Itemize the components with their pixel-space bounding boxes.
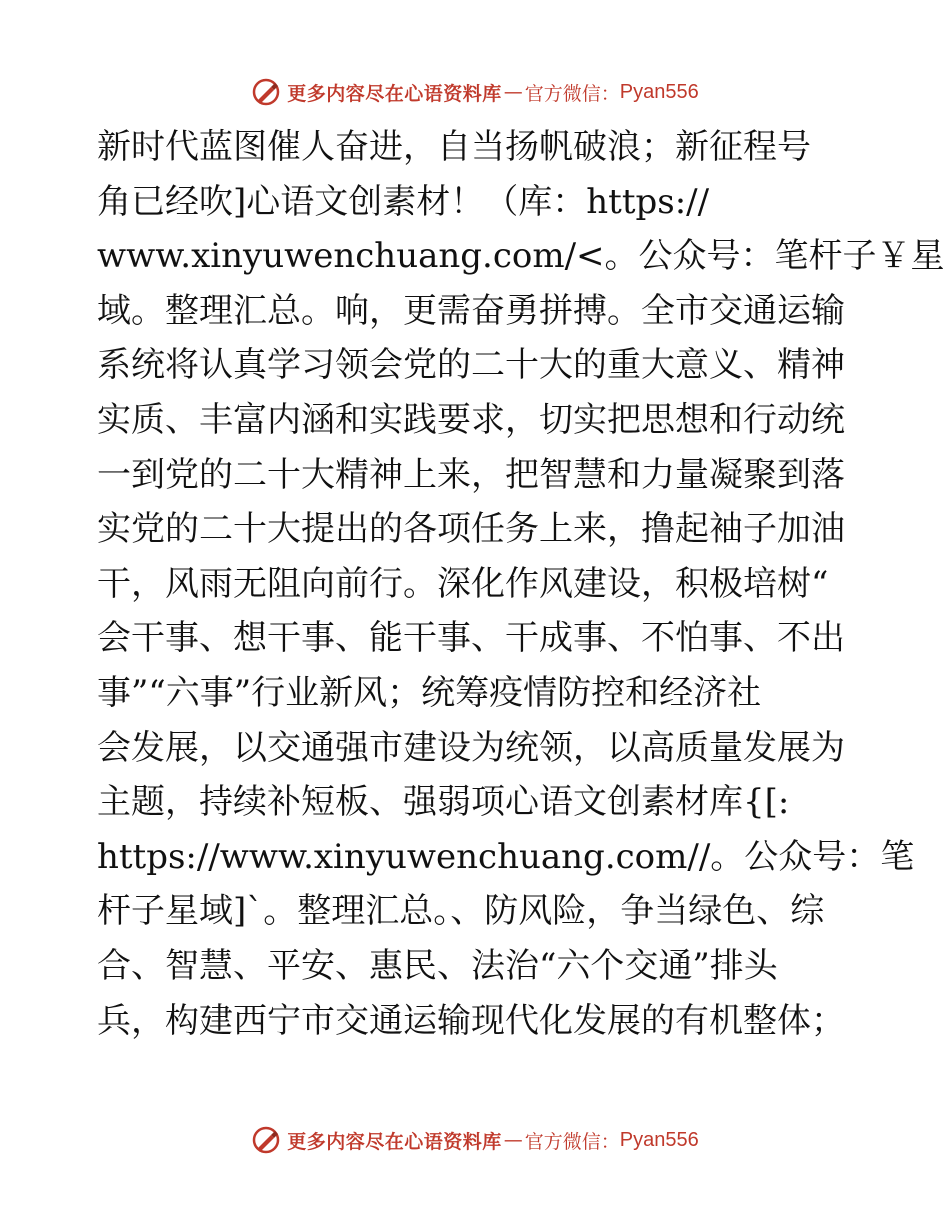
body-line: 角已经吹]心语文创素材！（库：https:// <box>97 181 710 222</box>
body-line: 新时代蓝图催人奋进，自当扬帆破浪；新征程号 <box>97 127 811 167</box>
banner-wechat-label: 官方微信： <box>524 1130 620 1153</box>
body-line: 杆子星域]`。整理汇总。、防风险，争当绿色、综 <box>97 891 825 932</box>
body-line: 域。整理汇总。响，更需奋勇拼搏。全市交通运输 <box>97 290 845 331</box>
banner-site-text: 更多内容尽在心语资料库 <box>287 82 502 105</box>
body-line: 实党的二十大提出的各项任务上来，撸起袖子加油 <box>97 509 845 550</box>
body-line: https://www.xinyuwenchuang.com//。公众号：笔 <box>97 836 915 877</box>
body-line: 主题，持续补短板、强弱项心语文创素材库{[: <box>97 782 790 823</box>
body-line: 会干事、想干事、能干事、干成事、不怕事、不出 <box>97 618 845 659</box>
banner-separator: — <box>503 81 523 103</box>
banner-wechat-id: Pyan556 <box>619 1128 699 1151</box>
banner-separator: — <box>503 1129 523 1151</box>
body-line: 干，风雨无阻向前行。深化作风建设，积极培树“ <box>97 563 829 604</box>
body-line: 系统将认真学习领会党的二十大的重大意义、精神 <box>97 345 845 386</box>
footer-banner <box>0 1120 950 1160</box>
document-body <box>97 120 945 1048</box>
body-line: 兵，构建西宁市交通运输现代化发展的有机整体； <box>97 1000 845 1041</box>
body-line: 一到党的二十大精神上来，把智慧和力量凝聚到落 <box>97 454 845 495</box>
banner-wechat-id: Pyan556 <box>619 80 699 103</box>
banner-site-text: 更多内容尽在心语资料库 <box>287 1130 502 1153</box>
body-line: www.xinyuwenchuang.com/<。公众号：笔杆子￥星 <box>97 236 945 277</box>
banner-wechat-label: 官方微信： <box>524 82 620 105</box>
pen-logo-icon <box>251 77 281 107</box>
pen-logo-icon <box>251 1125 281 1155</box>
body-line: 会发展，以交通强市建设为统领，以高质量发展为 <box>97 727 845 768</box>
body-line: 合、智慧、平安、惠民、法治“六个交通”排头 <box>97 945 778 986</box>
body-line: 事”“六事”行业新风；统筹疫情防控和经济社 <box>97 672 762 713</box>
header-banner <box>0 72 950 112</box>
body-line: 实质、丰富内涵和实践要求，切实把思想和行动统 <box>97 399 845 440</box>
